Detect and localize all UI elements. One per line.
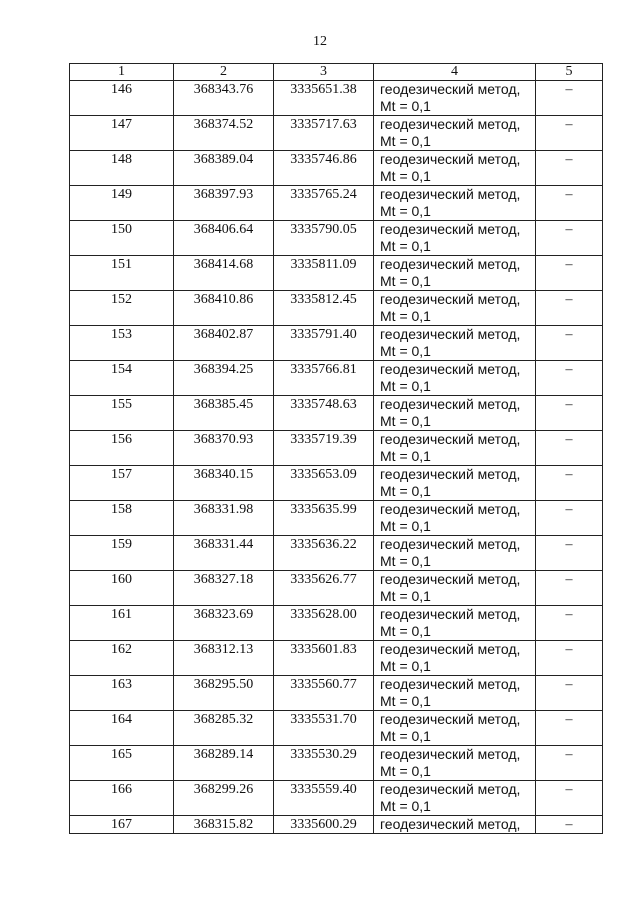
y-coordinate-cell: 3335765.24 bbox=[274, 186, 374, 221]
header-col-2: 2 bbox=[174, 64, 274, 81]
description-cell: – bbox=[536, 676, 603, 711]
point-number-cell: 157 bbox=[70, 466, 174, 501]
table-row bbox=[70, 501, 603, 536]
y-coordinate-cell: 3335719.39 bbox=[274, 431, 374, 466]
point-number-cell: 158 bbox=[70, 501, 174, 536]
x-coordinate-cell: 368285.32 bbox=[174, 711, 274, 746]
description-cell: – bbox=[536, 186, 603, 221]
method-cell bbox=[374, 256, 536, 291]
x-coordinate-cell: 368331.98 bbox=[174, 501, 274, 536]
method-cell bbox=[374, 676, 536, 711]
table-row bbox=[70, 746, 603, 781]
method-line-2: Mt = 0,1 bbox=[380, 413, 431, 429]
table-row bbox=[70, 396, 603, 431]
y-coordinate-cell: 3335748.63 bbox=[274, 396, 374, 431]
description-cell: – bbox=[536, 466, 603, 501]
x-coordinate-cell: 368374.52 bbox=[174, 116, 274, 151]
method-line-2: Mt = 0,1 bbox=[380, 343, 431, 359]
method-line-2: Mt = 0,1 bbox=[380, 378, 431, 394]
point-number-cell: 150 bbox=[70, 221, 174, 256]
method-line-1: геодезический метод, bbox=[380, 466, 521, 482]
y-coordinate-cell: 3335746.86 bbox=[274, 151, 374, 186]
y-coordinate-cell: 3335531.70 bbox=[274, 711, 374, 746]
method-cell bbox=[374, 571, 536, 606]
point-number-cell: 148 bbox=[70, 151, 174, 186]
method-cell bbox=[374, 816, 536, 834]
point-number-cell: 165 bbox=[70, 746, 174, 781]
y-coordinate-cell: 3335635.99 bbox=[274, 501, 374, 536]
y-coordinate-cell: 3335626.77 bbox=[274, 571, 374, 606]
x-coordinate-cell: 368295.50 bbox=[174, 676, 274, 711]
header-col-5: 5 bbox=[536, 64, 603, 81]
method-line-2: Mt = 0,1 bbox=[380, 203, 431, 219]
header-col-4: 4 bbox=[374, 64, 536, 81]
x-coordinate-cell: 368389.04 bbox=[174, 151, 274, 186]
table-row bbox=[70, 116, 603, 151]
table-row bbox=[70, 676, 603, 711]
point-number-cell: 149 bbox=[70, 186, 174, 221]
method-cell bbox=[374, 606, 536, 641]
x-coordinate-cell: 368343.76 bbox=[174, 81, 274, 116]
method-line-1: геодезический метод, bbox=[380, 361, 521, 377]
method-line-2: Mt = 0,1 bbox=[380, 693, 431, 709]
method-line-2: Mt = 0,1 bbox=[380, 448, 431, 464]
point-number-cell: 160 bbox=[70, 571, 174, 606]
method-line-1: геодезический метод, bbox=[380, 326, 521, 342]
table-row bbox=[70, 816, 603, 834]
point-number-cell: 167 bbox=[70, 816, 174, 834]
y-coordinate-cell: 3335811.09 bbox=[274, 256, 374, 291]
point-number-cell: 161 bbox=[70, 606, 174, 641]
description-cell: – bbox=[536, 711, 603, 746]
description-cell: – bbox=[536, 816, 603, 834]
method-line-1: геодезический метод, bbox=[380, 186, 521, 202]
point-number-cell: 156 bbox=[70, 431, 174, 466]
method-cell bbox=[374, 711, 536, 746]
method-cell bbox=[374, 641, 536, 676]
table-row bbox=[70, 571, 603, 606]
method-cell bbox=[374, 466, 536, 501]
x-coordinate-cell: 368385.45 bbox=[174, 396, 274, 431]
method-line-1: геодезический метод, bbox=[380, 816, 521, 832]
method-cell bbox=[374, 501, 536, 536]
page-number: 12 bbox=[313, 34, 327, 49]
table-row bbox=[70, 326, 603, 361]
method-line-1: геодезический метод, bbox=[380, 501, 521, 517]
method-line-1: геодезический метод, bbox=[380, 256, 521, 272]
x-coordinate-cell: 368402.87 bbox=[174, 326, 274, 361]
x-coordinate-cell: 368394.25 bbox=[174, 361, 274, 396]
method-line-1: геодезический метод, bbox=[380, 151, 521, 167]
table-row bbox=[70, 361, 603, 396]
x-coordinate-cell: 368406.64 bbox=[174, 221, 274, 256]
table-row bbox=[70, 221, 603, 256]
method-cell bbox=[374, 221, 536, 256]
x-coordinate-cell: 368331.44 bbox=[174, 536, 274, 571]
description-cell: – bbox=[536, 501, 603, 536]
method-line-2: Mt = 0,1 bbox=[380, 133, 431, 149]
point-number-cell: 147 bbox=[70, 116, 174, 151]
table-row bbox=[70, 711, 603, 746]
point-number-cell: 155 bbox=[70, 396, 174, 431]
method-cell bbox=[374, 746, 536, 781]
y-coordinate-cell: 3335791.40 bbox=[274, 326, 374, 361]
method-line-1: геодезический метод, bbox=[380, 746, 521, 762]
y-coordinate-cell: 3335717.63 bbox=[274, 116, 374, 151]
point-number-cell: 164 bbox=[70, 711, 174, 746]
table-row bbox=[70, 606, 603, 641]
method-line-2: Mt = 0,1 bbox=[380, 588, 431, 604]
point-number-cell: 163 bbox=[70, 676, 174, 711]
method-line-2: Mt = 0,1 bbox=[380, 728, 431, 744]
x-coordinate-cell: 368323.69 bbox=[174, 606, 274, 641]
y-coordinate-cell: 3335628.00 bbox=[274, 606, 374, 641]
x-coordinate-cell: 368397.93 bbox=[174, 186, 274, 221]
description-cell: – bbox=[536, 396, 603, 431]
y-coordinate-cell: 3335560.77 bbox=[274, 676, 374, 711]
description-cell: – bbox=[536, 781, 603, 816]
table-row bbox=[70, 256, 603, 291]
description-cell: – bbox=[536, 606, 603, 641]
method-line-1: геодезический метод, bbox=[380, 396, 521, 412]
description-cell: – bbox=[536, 571, 603, 606]
method-line-2: Mt = 0,1 bbox=[380, 483, 431, 499]
method-cell bbox=[374, 116, 536, 151]
method-line-1: геодезический метод, bbox=[380, 606, 521, 622]
method-cell bbox=[374, 536, 536, 571]
method-cell bbox=[374, 291, 536, 326]
y-coordinate-cell: 3335601.83 bbox=[274, 641, 374, 676]
method-line-1: геодезический метод, bbox=[380, 641, 521, 657]
method-line-2: Mt = 0,1 bbox=[380, 658, 431, 674]
y-coordinate-cell: 3335559.40 bbox=[274, 781, 374, 816]
y-coordinate-cell: 3335530.29 bbox=[274, 746, 374, 781]
table-row bbox=[70, 781, 603, 816]
method-cell bbox=[374, 326, 536, 361]
method-line-2: Mt = 0,1 bbox=[380, 763, 431, 779]
method-line-1: геодезический метод, bbox=[380, 536, 521, 552]
x-coordinate-cell: 368289.14 bbox=[174, 746, 274, 781]
method-cell bbox=[374, 361, 536, 396]
x-coordinate-cell: 368315.82 bbox=[174, 816, 274, 834]
method-cell bbox=[374, 151, 536, 186]
method-cell bbox=[374, 431, 536, 466]
description-cell: – bbox=[536, 746, 603, 781]
description-cell: – bbox=[536, 361, 603, 396]
point-number-cell: 154 bbox=[70, 361, 174, 396]
method-cell bbox=[374, 781, 536, 816]
description-cell: – bbox=[536, 81, 603, 116]
description-cell: – bbox=[536, 221, 603, 256]
header-col-1: 1 bbox=[70, 64, 174, 81]
point-number-cell: 162 bbox=[70, 641, 174, 676]
method-line-1: геодезический метод, bbox=[380, 676, 521, 692]
point-number-cell: 153 bbox=[70, 326, 174, 361]
x-coordinate-cell: 368414.68 bbox=[174, 256, 274, 291]
y-coordinate-cell: 3335812.45 bbox=[274, 291, 374, 326]
x-coordinate-cell: 368312.13 bbox=[174, 641, 274, 676]
method-line-1: геодезический метод, bbox=[380, 711, 521, 727]
point-number-cell: 152 bbox=[70, 291, 174, 326]
method-line-2: Mt = 0,1 bbox=[380, 798, 431, 814]
method-line-2: Mt = 0,1 bbox=[380, 623, 431, 639]
y-coordinate-cell: 3335766.81 bbox=[274, 361, 374, 396]
description-cell: – bbox=[536, 641, 603, 676]
coordinates-table bbox=[69, 63, 603, 834]
description-cell: – bbox=[536, 431, 603, 466]
x-coordinate-cell: 368327.18 bbox=[174, 571, 274, 606]
method-line-2: Mt = 0,1 bbox=[380, 98, 431, 114]
x-coordinate-cell: 368410.86 bbox=[174, 291, 274, 326]
header-row bbox=[70, 64, 603, 81]
method-cell bbox=[374, 81, 536, 116]
table-row bbox=[70, 291, 603, 326]
table-row bbox=[70, 466, 603, 501]
method-line-1: геодезический метод, bbox=[380, 116, 521, 132]
method-line-1: геодезический метод, bbox=[380, 81, 521, 97]
description-cell: – bbox=[536, 291, 603, 326]
point-number-cell: 151 bbox=[70, 256, 174, 291]
header-col-3: 3 bbox=[274, 64, 374, 81]
point-number-cell: 146 bbox=[70, 81, 174, 116]
y-coordinate-cell: 3335653.09 bbox=[274, 466, 374, 501]
method-line-1: геодезический метод, bbox=[380, 431, 521, 447]
description-cell: – bbox=[536, 116, 603, 151]
method-line-2: Mt = 0,1 bbox=[380, 238, 431, 254]
table-row bbox=[70, 151, 603, 186]
method-line-2: Mt = 0,1 bbox=[380, 518, 431, 534]
x-coordinate-cell: 368299.26 bbox=[174, 781, 274, 816]
method-line-2: Mt = 0,1 bbox=[380, 308, 431, 324]
y-coordinate-cell: 3335600.29 bbox=[274, 816, 374, 834]
method-line-1: геодезический метод, bbox=[380, 291, 521, 307]
description-cell: – bbox=[536, 256, 603, 291]
table-row bbox=[70, 641, 603, 676]
method-cell bbox=[374, 396, 536, 431]
method-cell bbox=[374, 186, 536, 221]
method-line-1: геодезический метод, bbox=[380, 781, 521, 797]
description-cell: – bbox=[536, 151, 603, 186]
table-row bbox=[70, 81, 603, 116]
point-number-cell: 166 bbox=[70, 781, 174, 816]
y-coordinate-cell: 3335636.22 bbox=[274, 536, 374, 571]
table-row bbox=[70, 536, 603, 571]
y-coordinate-cell: 3335790.05 bbox=[274, 221, 374, 256]
description-cell: – bbox=[536, 536, 603, 571]
method-line-2: Mt = 0,1 bbox=[380, 553, 431, 569]
method-line-2: Mt = 0,1 bbox=[380, 168, 431, 184]
method-line-2: Mt = 0,1 bbox=[380, 273, 431, 289]
table-body bbox=[70, 81, 603, 834]
y-coordinate-cell: 3335651.38 bbox=[274, 81, 374, 116]
table-row bbox=[70, 431, 603, 466]
method-line-1: геодезический метод, bbox=[380, 571, 521, 587]
description-cell: – bbox=[536, 326, 603, 361]
x-coordinate-cell: 368370.93 bbox=[174, 431, 274, 466]
table-row bbox=[70, 186, 603, 221]
x-coordinate-cell: 368340.15 bbox=[174, 466, 274, 501]
method-line-1: геодезический метод, bbox=[380, 221, 521, 237]
point-number-cell: 159 bbox=[70, 536, 174, 571]
